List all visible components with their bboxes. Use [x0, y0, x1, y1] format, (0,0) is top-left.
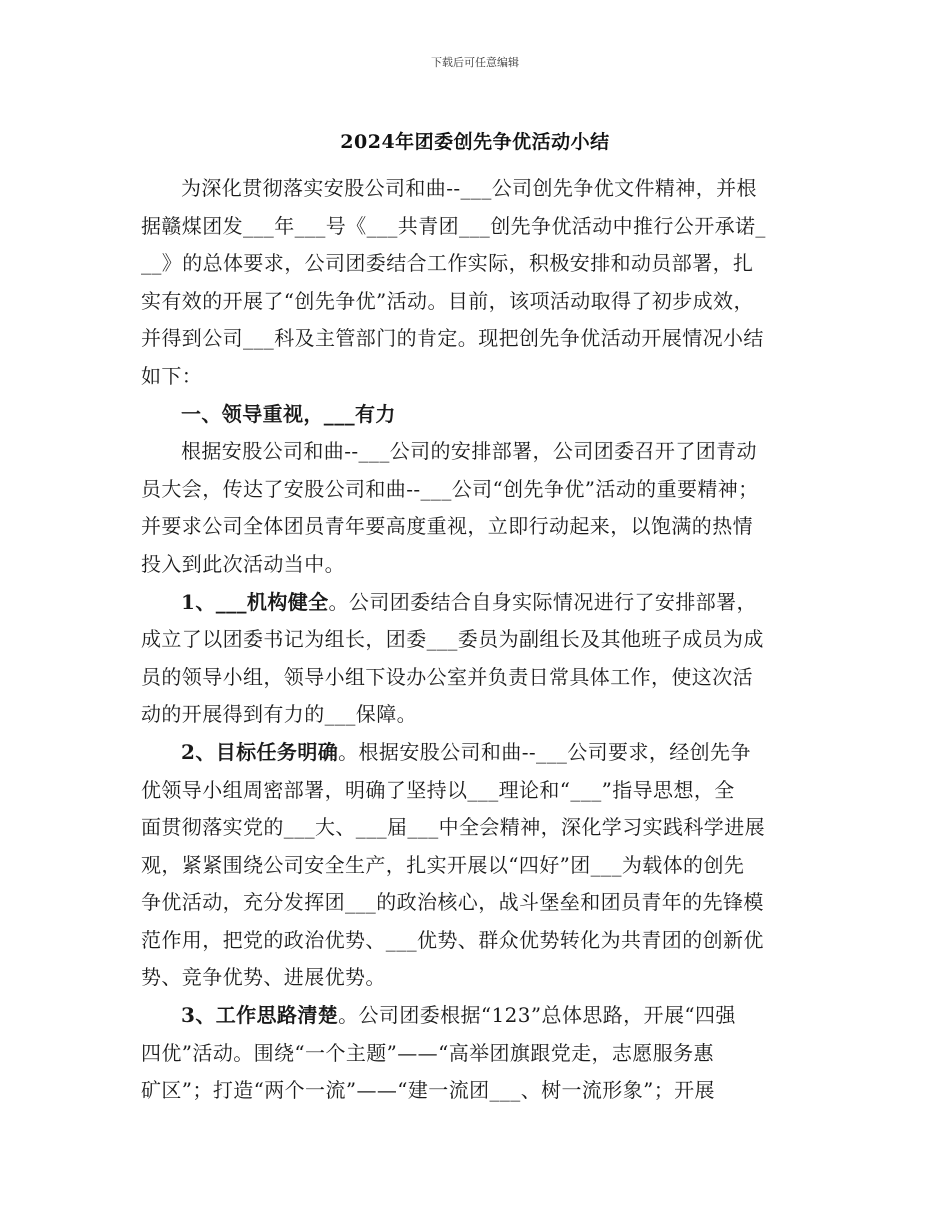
paragraph-line: 。公司团委根据“123”总体思路，开展“四强	[338, 1003, 736, 1028]
paragraph-line: 员大会，传达了安股公司和曲--___公司“创先争优”活动的重要精神；	[141, 476, 759, 501]
item-label: 3、工作思路清楚	[181, 1003, 339, 1028]
paragraph-line: 范作用，把党的政治优势、___优势、群众优势转化为共青团的创新优	[141, 927, 764, 952]
paragraph-line: 并要求公司全体团员青年要高度重视，立即行动起来，以饱满的热情	[141, 514, 753, 539]
intro-line: __》的总体要求，公司团委结合工作实际，积极安排和动员部署，扎	[141, 251, 754, 276]
paragraph-line: 动的开展得到有力的___保障。	[141, 702, 417, 727]
item-paragraph-2	[141, 734, 809, 997]
paragraph-line: 。公司团委结合自身实际情况进行了安排部署，	[328, 589, 757, 614]
paragraph-line: 势、竞争优势、进展优势。	[141, 965, 386, 990]
paragraph-line: 投入到此次活动当中。	[141, 551, 345, 576]
item-label: 2、目标任务明确	[181, 739, 339, 764]
paragraph-line: 四优”活动。围绕“一个主题”——“高举团旗跟党走，志愿服务惠	[141, 1040, 714, 1065]
paragraph-line: 争优活动，充分发挥团___的政治核心，战斗堡垒和团员青年的先锋模	[141, 890, 764, 915]
intro-line: 并得到公司___科及主管部门的肯定。现把创先争优活动开展情况小结	[141, 326, 764, 351]
item-label: 1、___机构健全	[181, 589, 329, 614]
intro-paragraph	[141, 170, 809, 396]
document-title: 2024年团委创先争优活动小结	[340, 131, 610, 153]
paragraph-line: 员的领导小组，领导小组下设办公室并负责日常具体工作，使这次活	[141, 664, 753, 689]
intro-line: 据赣煤团发___年___号《___共青团___创先争优活动中推行公开承诺_	[141, 213, 766, 238]
intro-line: 为深化贯彻落实安股公司和曲--___公司创先争优文件精神，并根	[181, 176, 757, 200]
paragraph-line: 根据安股公司和曲--___公司的安排部署，公司团委召开了团青动	[181, 439, 757, 464]
section-paragraph	[141, 433, 809, 583]
intro-line: 实有效的开展了“创先争优”活动。目前，该项活动取得了初步成效，	[141, 288, 754, 313]
paragraph-line: 面贯彻落实党的___大、___届___中全会精神，深化学习实践科学进展	[141, 815, 765, 840]
paragraph-line: 优领导小组周密部署，明确了坚持以___理论和“___”指导思想，全	[141, 777, 735, 802]
item-paragraph-3	[141, 997, 809, 1110]
section-heading: 一、领导重视，___有力	[181, 401, 396, 426]
paragraph-line: 成立了以团委书记为组长，团委___委员为副组长及其他班子成员为成	[141, 627, 764, 652]
paragraph-line: 矿区”；打造“两个一流”——“建一流团___、树一流形象”；开展	[141, 1078, 715, 1103]
document-body	[141, 170, 809, 1110]
page-header-note: 下载后可任意编辑	[431, 56, 519, 69]
item-paragraph-1	[141, 584, 809, 734]
paragraph-line: 。根据安股公司和曲--___公司要求，经创先争	[338, 739, 751, 764]
paragraph-line: 观，紧紧围绕公司安全生产，扎实开展以“四好”团___为载体的创先	[141, 852, 745, 877]
intro-line: 如下：	[141, 363, 203, 388]
